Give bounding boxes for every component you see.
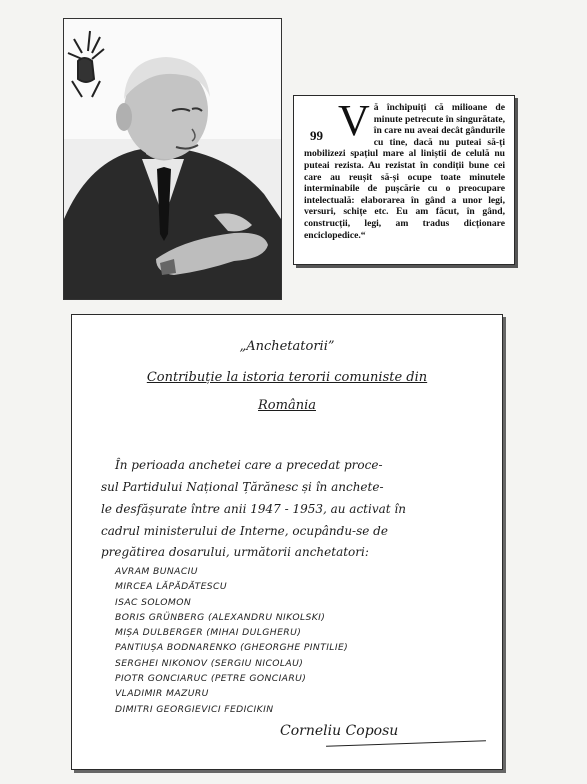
signature: Corneliu Coposu bbox=[280, 723, 399, 739]
signature-underline bbox=[326, 740, 486, 747]
paragraph-line: În perioada anchetei care a precedat proce- bbox=[115, 458, 383, 472]
manuscript-title: „Anchetatorii” bbox=[239, 339, 335, 354]
paragraph-line: cadrul ministerului de Interne, ocupându-se de bbox=[101, 524, 388, 538]
quote-box bbox=[293, 95, 515, 265]
list-item: ISAC SOLOMON bbox=[115, 596, 192, 608]
list-item: VLADIMIR MAZURU bbox=[115, 688, 209, 700]
list-item: MIRCEA LĂPĂDĂTESCU bbox=[115, 581, 227, 593]
list-item: AVRAM BUNACIU bbox=[115, 566, 198, 577]
paragraph-line: le desfășurate între anii 1947 - 1953, au activat în bbox=[101, 502, 406, 516]
portrait-illustration bbox=[64, 19, 281, 299]
manuscript-subtitle-line1: Contribuție la istoria terorii comuniste din bbox=[146, 370, 428, 385]
quote-text: ă închipuiți că milioane de minute petrecute în singurătate, în care nu aveai decât gândurile cu tine, dacă nu puteai să-ți mobilizezi spațiul mare al liniștii de celulă nu puteai rezista. Au rezistat în condiții bune cei care au reușit să-și ocupe toate minutele interminabile de pușcărie cu o preocupare intelectuală: elaborarea în gând a unor legi, versuri, schițe etc. Eu am făcut, în gând, construcții, legi, am tradus dicționare enciclopedice.“ bbox=[304, 102, 505, 241]
paragraph-line: sul Partidului Național Țărănesc și în anchete- bbox=[101, 480, 384, 494]
portrait-photo bbox=[63, 18, 282, 300]
quote-dropcap: V bbox=[338, 96, 370, 145]
manuscript-subtitle-line2: România bbox=[258, 398, 316, 413]
list-item: PIOTR GONCIARUC (PETRE GONCIARU) bbox=[115, 673, 307, 685]
list-item: DIMITRI GEORGIEVICI FEDICIKIN bbox=[115, 703, 274, 715]
quote-open-mark: 99 bbox=[310, 128, 323, 143]
list-item: SERGHEI NIKONOV (SERGIU NICOLAU) bbox=[115, 657, 304, 669]
list-item: MIȘA DULBERGER (MIHAI DULGHERU) bbox=[115, 627, 302, 639]
investigator-list bbox=[115, 564, 348, 717]
paragraph-line: pregătirea dosarului, următorii anchetatori: bbox=[101, 545, 369, 559]
list-item: BORIS GRÜNBERG (ALEXANDRU NIKOLSKI) bbox=[115, 611, 326, 623]
list-item: PANTIUȘA BODNARENKO (GHEORGHE PINTILIE) bbox=[115, 642, 349, 654]
manuscript-page bbox=[71, 314, 503, 770]
